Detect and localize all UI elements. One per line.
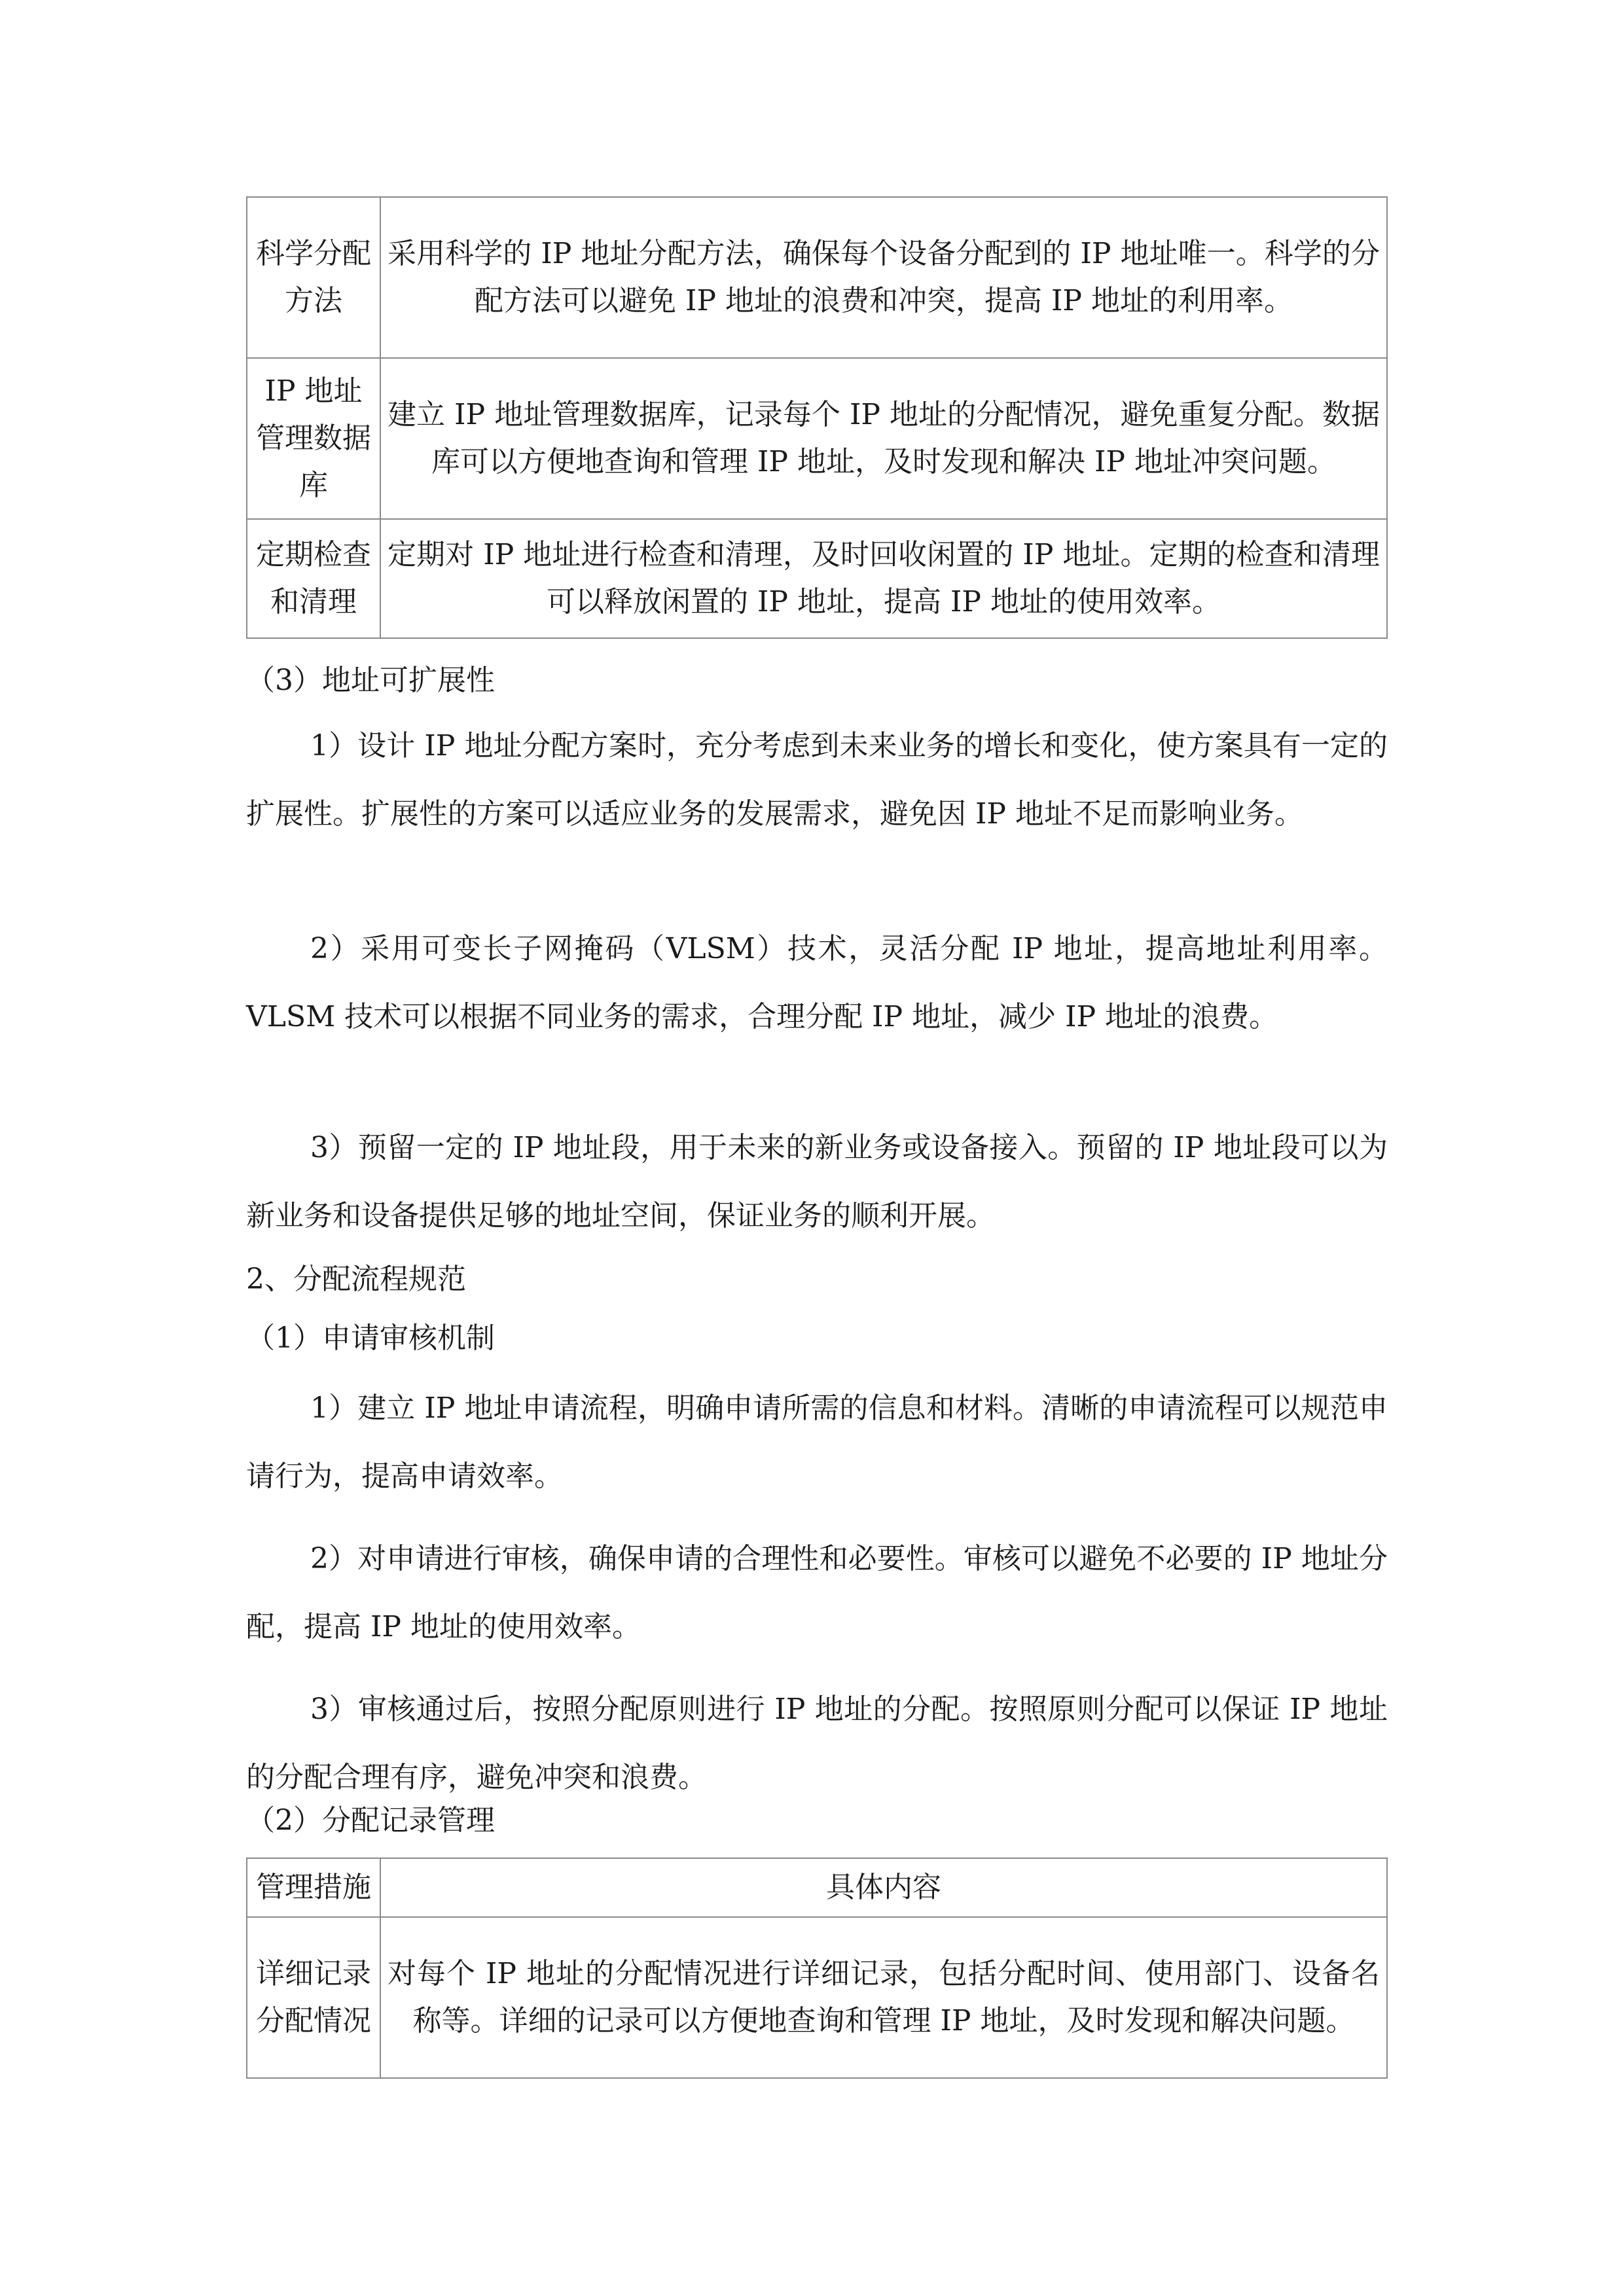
paragraph: 1）建立 IP 地址申请流程，明确申请所需的信息和材料。清晰的申请流程可以规范申请行为，提高申请效率。 — [246, 1391, 1388, 1493]
ip-management-table — [246, 196, 1388, 639]
table-cell-content: 定期对 IP 地址进行检查和清理，及时回收闲置的 IP 地址。定期的检查和清理可以释放闲置的 IP 地址，提高 IP 地址的使用效率。 — [380, 519, 1387, 638]
table-cell-content: 采用科学的 IP 地址分配方法，确保每个设备分配到的 IP 地址唯一。科学的分配方法可以避免 IP 地址的浪费和冲突，提高 IP 地址的利用率。 — [380, 197, 1387, 358]
table-header-label: 管理措施 — [247, 1858, 380, 1917]
allocation-record-table — [246, 1857, 1388, 2079]
section-heading: （2）分配记录管理 — [246, 1804, 495, 1837]
paragraph: 2）对申请进行审核，确保申请的合理性和必要性。审核可以避免不必要的 IP 地址分配，提高 IP 地址的使用效率。 — [246, 1542, 1388, 1643]
section-heading: （1）申请审核机制 — [246, 1321, 495, 1355]
table-cell-label: IP 地址管理数据库 — [247, 358, 380, 519]
table-cell-label: 科学分配方法 — [247, 197, 380, 358]
table-cell-label: 定期检查和清理 — [247, 519, 380, 638]
paragraph: 1）设计 IP 地址分配方案时，充分考虑到未来业务的增长和变化，使方案具有一定的扩展性。扩展性的方案可以适应业务的发展需求，避免因 IP 地址不足而影响业务。 — [246, 729, 1388, 831]
table-row — [247, 1917, 1387, 2078]
table-cell-content: 建立 IP 地址管理数据库，记录每个 IP 地址的分配情况，避免重复分配。数据库可以方便地查询和管理 IP 地址，及时发现和解决 IP 地址冲突问题。 — [380, 358, 1387, 519]
table-header-content: 具体内容 — [380, 1858, 1387, 1917]
chapter-heading: 2、分配流程规范 — [246, 1263, 466, 1296]
paragraph: 3）审核通过后，按照分配原则进行 IP 地址的分配。按照原则分配可以保证 IP 地址的分配合理有序，避免冲突和浪费。 — [246, 1693, 1388, 1794]
paragraph: 3）预留一定的 IP 地址段，用于未来的新业务或设备接入。预留的 IP 地址段可以为新业务和设备提供足够的地址空间，保证业务的顺利开展。 — [246, 1131, 1388, 1232]
section-heading: （3）地址可扩展性 — [246, 664, 495, 697]
table-cell-content: 对每个 IP 地址的分配情况进行详细记录，包括分配时间、使用部门、设备名称等。详细的记录可以方便地查询和管理 IP 地址，及时发现和解决问题。 — [380, 1917, 1387, 2078]
table-row — [247, 358, 1387, 519]
table-row — [247, 519, 1387, 638]
table-row — [247, 197, 1387, 358]
table-cell-label: 详细记录分配情况 — [247, 1917, 380, 2078]
paragraph: 2）采用可变长子网掩码（VLSM）技术，灵活分配 IP 地址，提高地址利用率。VLSM 技术可以根据不同业务的需求，合理分配 IP 地址，减少 IP 地址的浪费。 — [246, 932, 1388, 1033]
table-header-row — [247, 1858, 1387, 1917]
